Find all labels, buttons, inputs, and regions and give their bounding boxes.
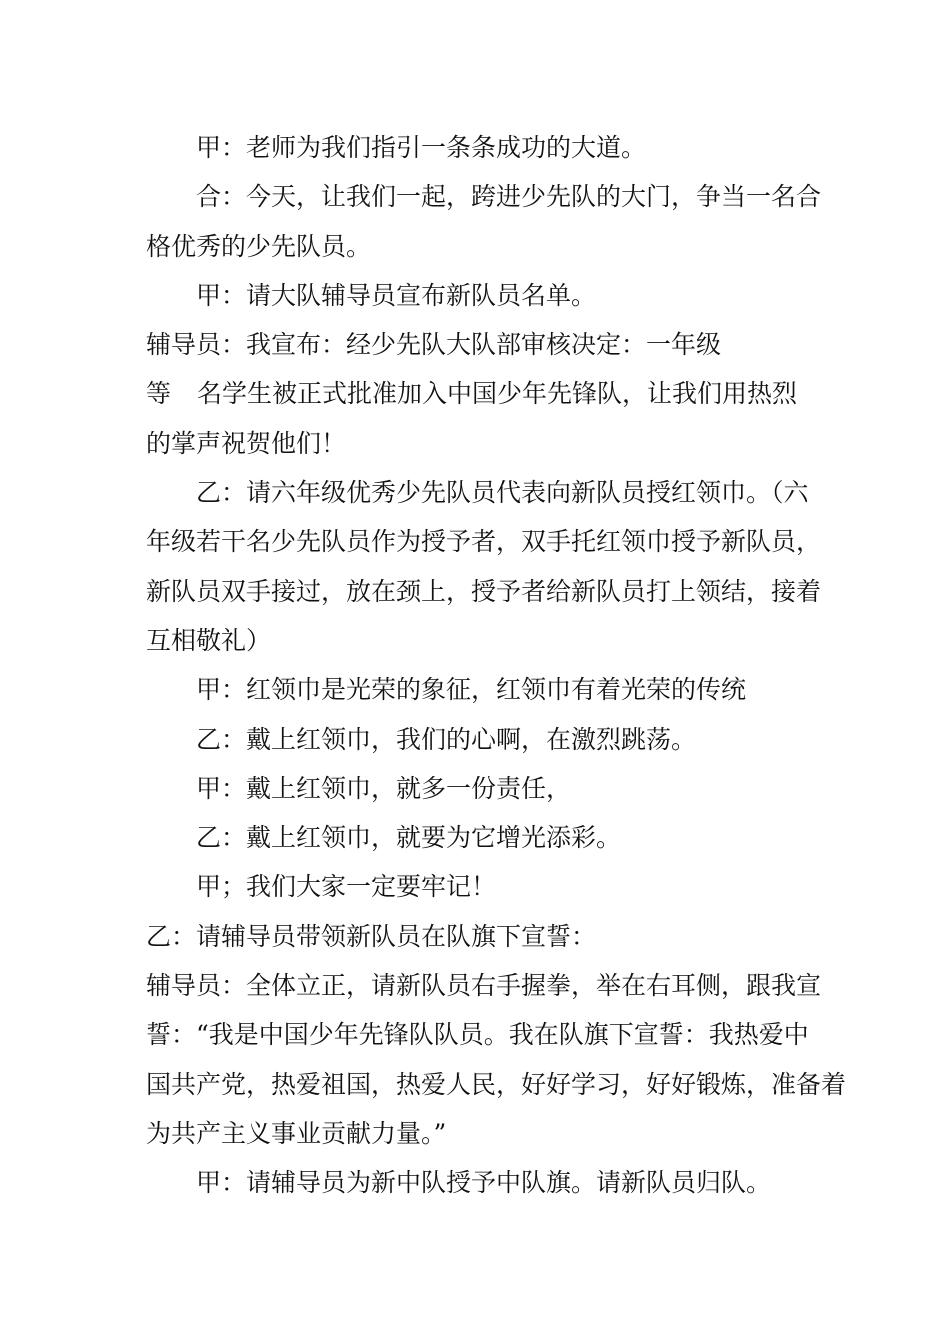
- line-counselor-2-cont-c: 为共产主义事业贡献力量。”: [146, 1118, 447, 1148]
- line-jia-4: 甲：戴上红领巾，就多一份责任，: [196, 773, 572, 803]
- line-yi-1-cont-c: 互相敬礼）: [146, 625, 272, 655]
- line-yi-4: 乙：请辅导员带领新队员在队旗下宣誓：: [146, 921, 597, 951]
- line-he-1: 合：今天，让我们一起，跨进少先队的大门，争当一名合: [196, 182, 822, 212]
- line-counselor-1: 辅导员：我宣布：经少先队大队部审核决定：一年级: [146, 330, 722, 360]
- line-he-1-cont: 格优秀的少先队员。: [146, 231, 372, 261]
- line-counselor-1-end: 的掌声祝贺他们！: [146, 428, 347, 458]
- line-jia-2: 甲：请大队辅导员宣布新队员名单。: [196, 280, 597, 310]
- line-counselor-2-cont-b: 国共产党，热爱祖国，热爱人民，好好学习，好好锻炼，准备着: [146, 1069, 847, 1099]
- line-jia-3: 甲：红领巾是光荣的象征，红领巾有着光荣的传统: [196, 675, 747, 705]
- line-counselor-1-cont: [146, 369, 818, 418]
- line-jia-6: 甲：请辅导员为新中队授予中队旗。请新队员归队。: [196, 1168, 772, 1198]
- line-yi-1-cont-a: 年级若干名少先队员作为授予者，双手托红领巾授予新队员，: [146, 527, 822, 557]
- line-counselor-2-cont-a: 誓：“我是中国少年先锋队队员。我在队旗下宣誓：我热爱中: [146, 1020, 809, 1050]
- line-yi-1: 乙：请六年级优秀少先队员代表向新队员授红领巾。（六: [196, 478, 809, 508]
- line-jia-5: 甲；我们大家一定要牢记！: [196, 872, 497, 902]
- line-yi-3: 乙：戴上红领巾，就要为它增光添彩。: [196, 823, 622, 853]
- line-counselor-2: 辅导员：全体立正，请新队员右手握拳，举在右耳侧，跟我宣: [146, 971, 822, 1001]
- line-yi-2: 乙：戴上红领巾，我们的心啊，在激烈跳荡。: [196, 724, 697, 754]
- line-jia-1: 甲：老师为我们指引一条条成功的大道。: [196, 133, 647, 162]
- line-counselor-1-rest: 名学生被正式批准加入中国少年先锋队，让我们用热烈: [197, 379, 798, 409]
- script-text: [146, 123, 847, 1208]
- line-yi-1-cont-b: 新队员双手接过，放在颈上，授予者给新队员打上领结，接着: [146, 576, 822, 606]
- line-prefix: 等: [146, 379, 172, 409]
